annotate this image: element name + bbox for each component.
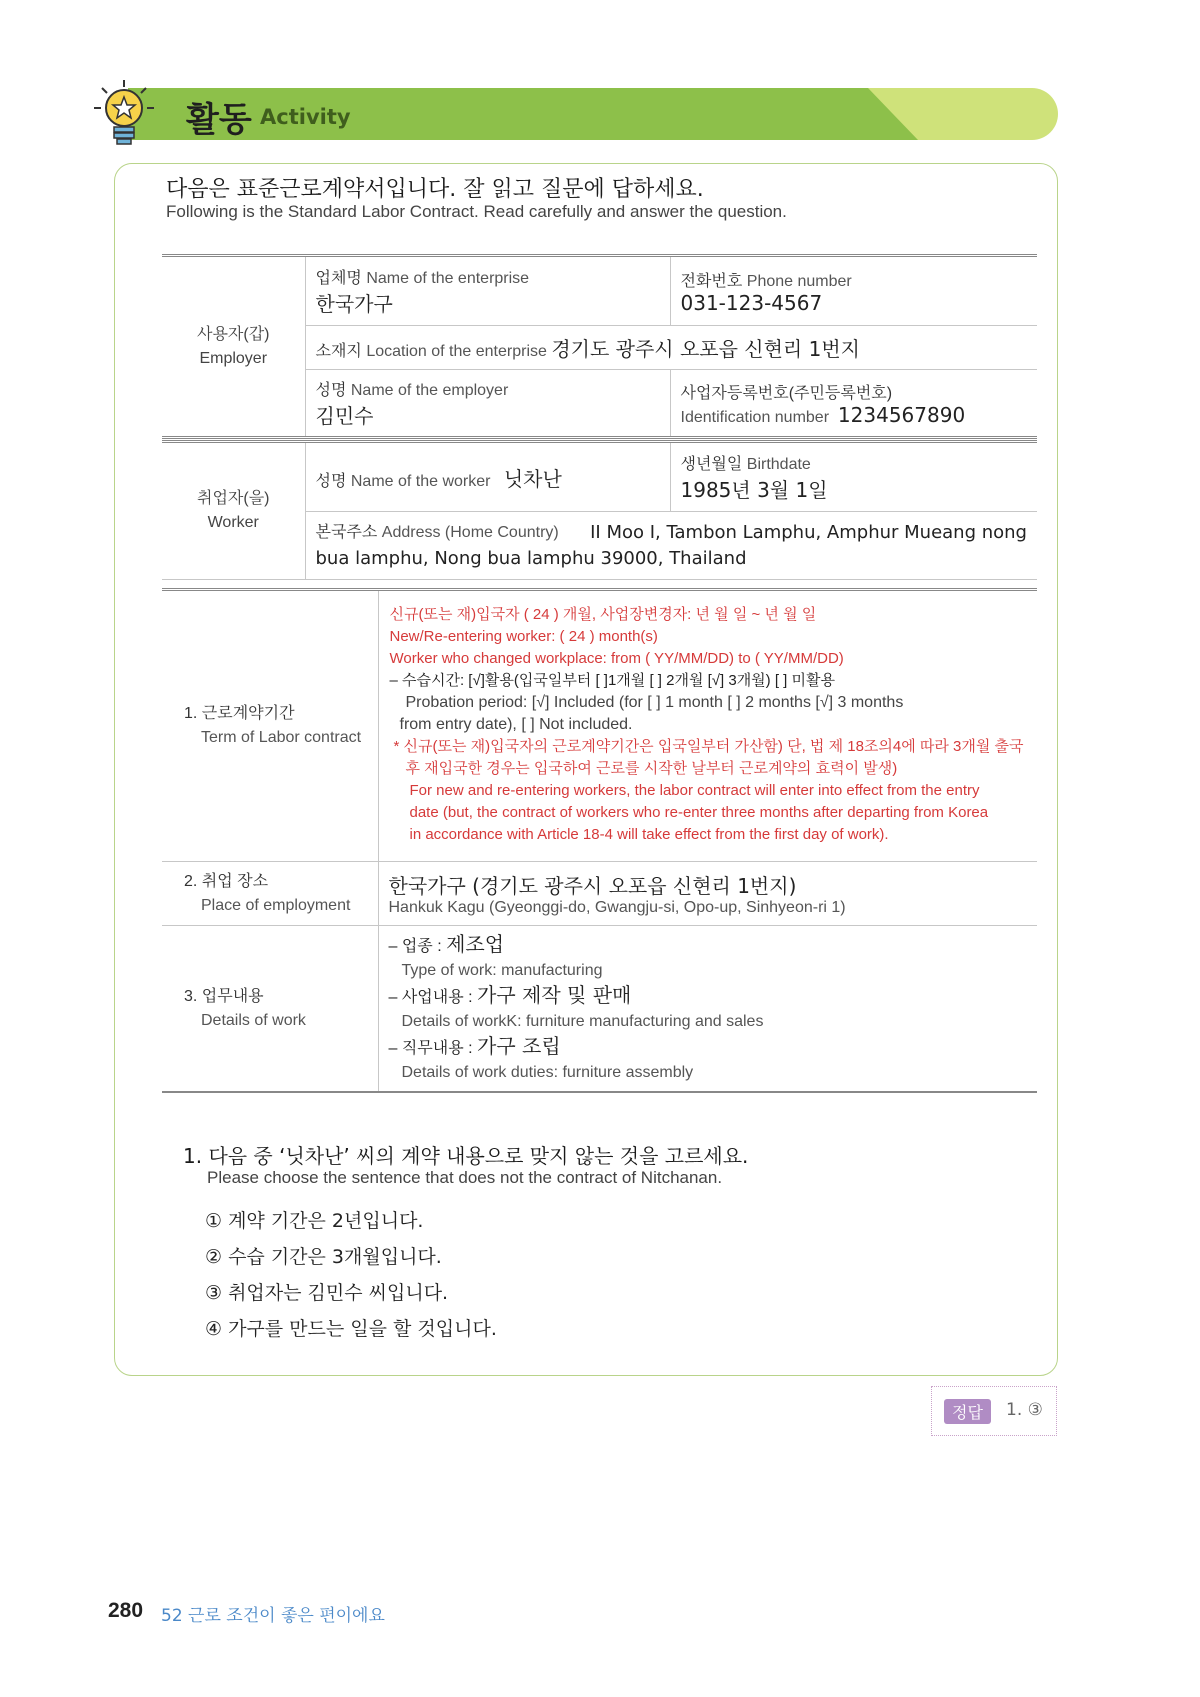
term-line-1: 신규(또는 재)입국자 ( 24 ) 개월, 사업장변경자: 년 월 일 ~ 년 월 일: [389, 606, 817, 623]
term-note-en-1: For new and re-entering workers, the labor contract will enter into effect from the entry: [409, 782, 980, 799]
birthdate-value: 1985년 3월 1일: [680, 478, 828, 502]
work-content-value: 가구 제작 및 판매: [477, 983, 632, 1007]
birthdate-cell: 생년월일 Birthdate 1985년 3월 1일: [670, 442, 1037, 512]
term-line-2: New/Re-entering worker: ( 24 ) month(s): [389, 628, 658, 645]
employer-table: [162, 254, 1037, 439]
worker-section-label: 취업자(을) Worker: [162, 442, 305, 580]
enterprise-name-cell: 업체명 Name of the enterprise 한국가구: [305, 256, 670, 326]
term-line-3: Worker who changed workplace: from ( YY/MM/DD) to ( YY/MM/DD): [389, 650, 844, 667]
phone-cell: 전화번호 Phone number 031-123-4567: [670, 256, 1037, 326]
answer-box: [931, 1386, 1057, 1436]
term-note-en-3: in accordance with Article 18-4 will take effect from the first day of work).: [409, 826, 889, 843]
instruction-korean: 다음은 표준근로계약서입니다. 잘 읽고 질문에 답하세요.: [166, 177, 704, 202]
employer-section-label: 사용자(갑) Employer: [162, 256, 305, 438]
place-value-english: Hankuk Kagu (Gyeonggi-do, Gwangju-si, Opo-up, Sinhyeon-ri 1): [388, 899, 846, 916]
enterprise-name-value: 한국가구: [315, 292, 393, 316]
activity-title: 활동: [186, 100, 252, 140]
worker-table: [162, 440, 1037, 580]
location-cell: 소재지 Location of the enterprise 경기도 광주시 오포읍 신현리 1번지: [305, 326, 1037, 370]
term-content: [378, 590, 1037, 862]
option-3[interactable]: ③ 취업자는 김민수 씨입니다.: [205, 1282, 449, 1304]
option-2[interactable]: ② 수습 기간은 3개월입니다.: [205, 1246, 442, 1268]
term-note-en-2: date (but, the contract of workers who re-enter three months after departing from Korea: [409, 804, 989, 821]
term-note-ko-1: * 신규(또는 재)입국자의 근로계약기간은 입국일부터 가산함) 단, 법 제 18조의4에 따라 3개월 출국: [393, 738, 1024, 755]
option-4[interactable]: ④ 가구를 만드는 일을 할 것입니다.: [205, 1318, 497, 1340]
probation-line-ko: – 수습시간: [√]활용(입국일부터 [ ]1개월 [ ] 2개월 [√] 3개월) [ ] 미활용: [389, 672, 835, 689]
phone-value: 031-123-4567: [680, 290, 823, 315]
employer-name-value: 김민수: [315, 404, 374, 428]
work-content: – 업종 : 제조업 Type of work: manufacturing – 사업내용 : 가구 제작 및 판매 Details of workK: furniture manufacturing and sales – 직무내용 : 가구 조립 Details of work duties: furniture assembly: [378, 926, 1037, 1093]
activity-banner: [128, 88, 1058, 140]
lightbulb-star-icon: [92, 78, 156, 150]
probation-line-en-1: Probation period: [√] Included (for [ ] 1 month [ ] 2 months [√] 3 months: [405, 694, 904, 711]
term-label: 1. 근로계약기간 Term of Labor contract: [162, 590, 378, 862]
id-number-cell: 사업자등록번호(주민등록번호) Identification number 1234567890: [670, 370, 1037, 438]
probation-line-en-2: from entry date), [ ] Not included.: [399, 716, 633, 733]
answer-tag: 정답: [944, 1399, 991, 1424]
question-korean: 1. 다음 중 ‘닛차난’ 씨의 계약 내용으로 맞지 않는 것을 고르세요.: [183, 1144, 749, 1168]
place-value-korean: 한국가구 (경기도 광주시 오포읍 신현리 1번지): [388, 874, 797, 898]
id-number-value: 1234567890: [837, 402, 966, 427]
worker-name-cell: 성명 Name of the worker 닛차난: [305, 442, 670, 512]
answer-value: 1. ③: [1006, 1400, 1043, 1420]
place-label: 2. 취업 장소 Place of employment: [162, 862, 378, 926]
work-type-value: 제조업: [446, 932, 505, 956]
instruction-english: Following is the Standard Labor Contract. Read carefully and answer the question.: [166, 202, 787, 221]
place-content: [378, 862, 1037, 926]
page-number: 280: [108, 1599, 144, 1622]
activity-subtitle: Activity: [260, 105, 351, 129]
work-label: 3. 업무내용 Details of work: [162, 926, 378, 1093]
option-1[interactable]: ① 계약 기간은 2년입니다.: [205, 1210, 424, 1232]
worker-name-value: 닛차난: [503, 466, 562, 491]
term-note-ko-2: 후 재입국한 경우는 입국하여 근로를 시작한 날부터 근로계약의 효력이 발생): [405, 760, 898, 777]
terms-table: [162, 588, 1037, 1093]
work-duty-value: 가구 조립: [477, 1034, 561, 1058]
address-cell: 본국주소 Address (Home Country) II Moo I, Tambon Lamphu, Amphur Mueang nong bua lamphu, Nong bua lamphu 39000, Thailand: [305, 512, 1037, 580]
question-english: Please choose the sentence that does not the contract of Nitchanan.: [207, 1168, 723, 1187]
employer-name-cell: 성명 Name of the employer 김민수: [305, 370, 670, 438]
address-value-line2: bua lamphu, Nong bua lamphu 39000, Thailand: [315, 547, 747, 569]
address-value-line1: II Moo I, Tambon Lamphu, Amphur Mueang nong: [590, 521, 1027, 543]
chapter-title: 52 근로 조건이 좋은 편이에요: [161, 1606, 385, 1626]
location-value: 경기도 광주시 오포읍 신현리 1번지: [551, 337, 860, 361]
